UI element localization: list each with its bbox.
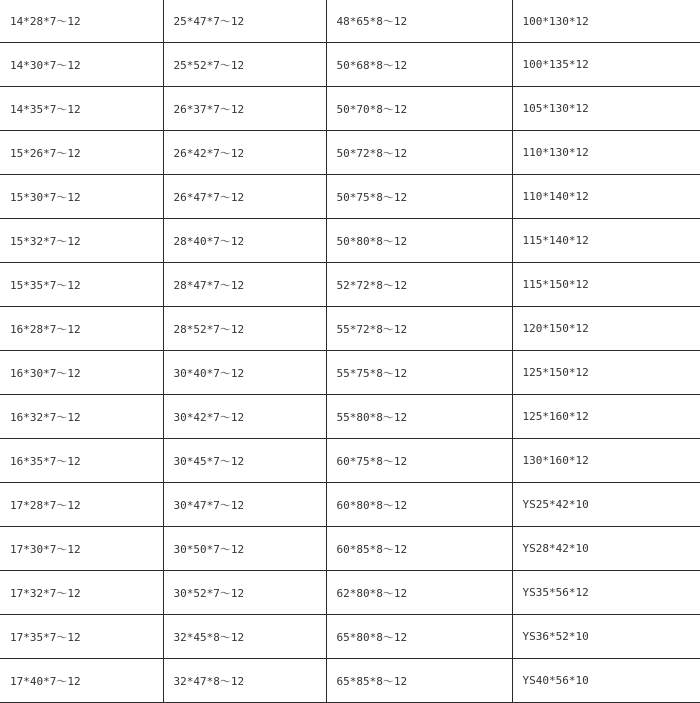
table-cell: 62*80*8～12	[326, 571, 512, 615]
table-cell: 28*47*7～12	[163, 263, 326, 307]
table-cell: 16*32*7～12	[0, 395, 163, 439]
table-row	[0, 43, 700, 87]
table-cell: 28*52*7～12	[163, 307, 326, 351]
table-cell: 26*37*7～12	[163, 87, 326, 131]
table-row	[0, 615, 700, 659]
table-cell: 110*140*12	[512, 175, 700, 219]
table-row	[0, 659, 700, 703]
table-row	[0, 263, 700, 307]
table-cell: 125*160*12	[512, 395, 700, 439]
table-cell: 17*28*7～12	[0, 483, 163, 527]
table-cell: 17*35*7～12	[0, 615, 163, 659]
table-row	[0, 0, 700, 43]
table-cell: YS28*42*10	[512, 527, 700, 571]
table-row	[0, 219, 700, 263]
table-cell: 120*150*12	[512, 307, 700, 351]
table-cell: 100*135*12	[512, 43, 700, 87]
table-cell: 17*40*7～12	[0, 659, 163, 703]
table-cell: 30*50*7～12	[163, 527, 326, 571]
table-cell: 115*150*12	[512, 263, 700, 307]
table-cell: 110*130*12	[512, 131, 700, 175]
table-cell: 15*30*7～12	[0, 175, 163, 219]
table-cell: 65*80*8～12	[326, 615, 512, 659]
table-cell: 14*28*7～12	[0, 0, 163, 43]
table-cell: 14*30*7～12	[0, 43, 163, 87]
table-cell: 48*65*8～12	[326, 0, 512, 43]
table-cell: 16*30*7～12	[0, 351, 163, 395]
table-cell: 30*47*7～12	[163, 483, 326, 527]
table-cell: 16*28*7～12	[0, 307, 163, 351]
table-cell: YS35*56*12	[512, 571, 700, 615]
table-cell: 32*47*8～12	[163, 659, 326, 703]
table-cell: 55*75*8～12	[326, 351, 512, 395]
table-cell: 14*35*7～12	[0, 87, 163, 131]
table-row	[0, 571, 700, 615]
table-cell: 60*75*8～12	[326, 439, 512, 483]
table-cell: 26*42*7～12	[163, 131, 326, 175]
table-cell: 55*80*8～12	[326, 395, 512, 439]
table-cell: 50*72*8～12	[326, 131, 512, 175]
table-cell: 105*130*12	[512, 87, 700, 131]
table-cell: 17*32*7～12	[0, 571, 163, 615]
table-cell: 50*75*8～12	[326, 175, 512, 219]
table-cell: 15*32*7～12	[0, 219, 163, 263]
table-cell: 55*72*8～12	[326, 307, 512, 351]
table-cell: 50*80*8～12	[326, 219, 512, 263]
table-cell: 50*70*8～12	[326, 87, 512, 131]
table-cell: 25*47*7～12	[163, 0, 326, 43]
table-cell: 30*45*7～12	[163, 439, 326, 483]
table-cell: 32*45*8～12	[163, 615, 326, 659]
table-cell: 100*130*12	[512, 0, 700, 43]
table-row	[0, 175, 700, 219]
table-cell: 60*80*8～12	[326, 483, 512, 527]
table-row	[0, 351, 700, 395]
table-cell: 28*40*7～12	[163, 219, 326, 263]
table-cell: YS36*52*10	[512, 615, 700, 659]
table-cell: 30*42*7～12	[163, 395, 326, 439]
table-cell: YS40*56*10	[512, 659, 700, 703]
table-row	[0, 131, 700, 175]
table-cell: 26*47*7～12	[163, 175, 326, 219]
table-row	[0, 439, 700, 483]
table-cell: 52*72*8～12	[326, 263, 512, 307]
table-cell: 30*52*7～12	[163, 571, 326, 615]
table-cell: 17*30*7～12	[0, 527, 163, 571]
table-cell: 125*150*12	[512, 351, 700, 395]
table-cell: 65*85*8～12	[326, 659, 512, 703]
table-row	[0, 483, 700, 527]
table-cell: 30*40*7～12	[163, 351, 326, 395]
table-cell: 130*160*12	[512, 439, 700, 483]
table-cell: YS25*42*10	[512, 483, 700, 527]
table-cell: 15*35*7～12	[0, 263, 163, 307]
table-cell: 25*52*7～12	[163, 43, 326, 87]
table-row	[0, 87, 700, 131]
table-cell: 60*85*8～12	[326, 527, 512, 571]
table-row	[0, 527, 700, 571]
table-cell: 16*35*7～12	[0, 439, 163, 483]
table-row	[0, 307, 700, 351]
table-row	[0, 395, 700, 439]
table-cell: 50*68*8～12	[326, 43, 512, 87]
table-cell: 15*26*7～12	[0, 131, 163, 175]
table-cell: 115*140*12	[512, 219, 700, 263]
